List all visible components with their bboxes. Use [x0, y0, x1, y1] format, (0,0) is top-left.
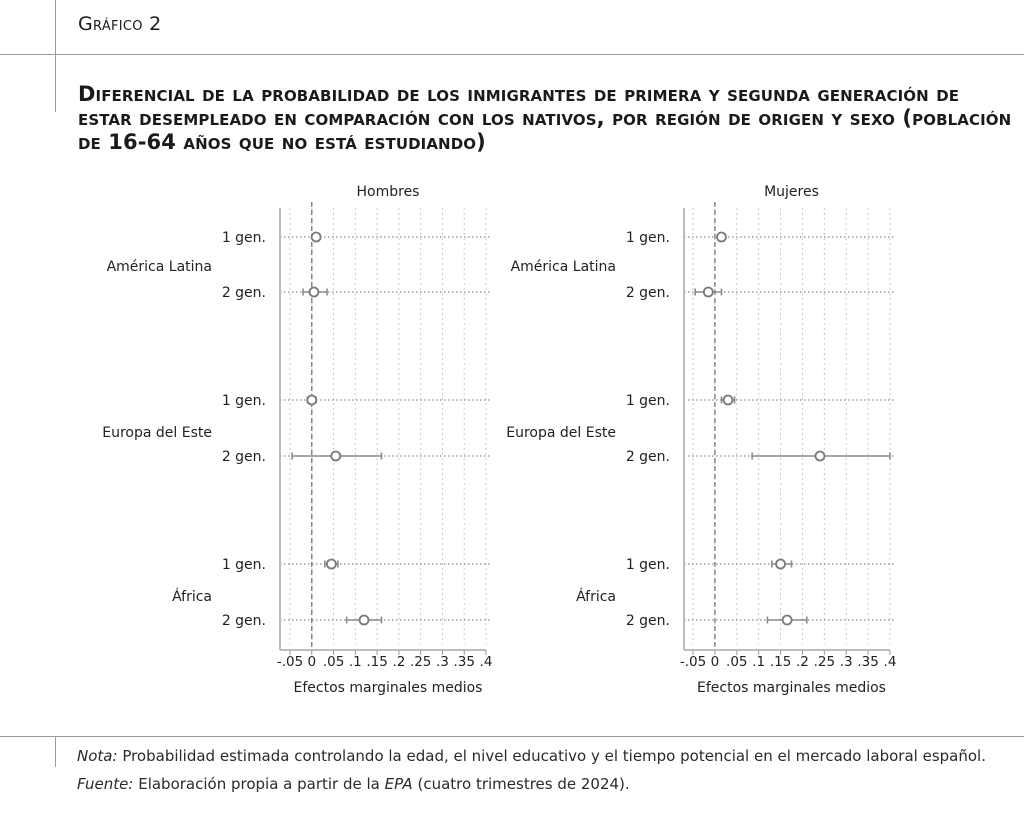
group-label: Europa del Este: [506, 425, 616, 441]
row-label: 1 gen.: [221, 557, 266, 573]
row-label: 2 gen.: [625, 285, 670, 301]
x-tick-label: -.05: [276, 654, 304, 670]
x-tick-label: .1: [348, 654, 362, 670]
panel-hombres: [102, 184, 492, 696]
x-tick-label: 0: [710, 654, 720, 670]
x-tick-label: .2: [392, 654, 406, 670]
graphic-label: Gráfico 2: [78, 13, 162, 35]
point-estimate: [783, 616, 792, 625]
point-estimate: [307, 396, 316, 405]
row-label: 1 gen.: [625, 230, 670, 246]
point-estimate: [331, 452, 340, 461]
source-label: Fuente:: [77, 775, 134, 793]
point-estimate: [312, 233, 321, 242]
x-tick-label: .35: [857, 654, 879, 670]
x-tick-label: .4: [479, 654, 493, 670]
x-tick-label: .35: [453, 654, 475, 670]
x-tick-label: .1: [752, 654, 766, 670]
x-axis-label: Efectos marginales medios: [293, 680, 483, 696]
group-label: Europa del Este: [102, 425, 212, 441]
footer-accent-bar: [55, 737, 56, 767]
source-suffix: (cuatro trimestres de 2024).: [417, 775, 630, 793]
point-estimate: [327, 560, 336, 569]
row-label: 2 gen.: [625, 613, 670, 629]
point-estimate: [724, 396, 733, 405]
x-tick-label: .4: [883, 654, 897, 670]
note-label: Nota:: [77, 747, 118, 765]
x-tick-label: .3: [839, 654, 853, 670]
row-label: 1 gen.: [625, 557, 670, 573]
row-label: 1 gen.: [221, 230, 266, 246]
source-prefix: Elaboración propia a partir de la: [138, 775, 380, 793]
row-label: 2 gen.: [221, 285, 266, 301]
point-estimate: [309, 288, 318, 297]
source-line: [77, 775, 630, 793]
point-estimate: [704, 288, 713, 297]
x-axis-label: Efectos marginales medios: [697, 680, 886, 696]
panel-title: Mujeres: [764, 184, 819, 200]
x-tick-label: .3: [435, 654, 449, 670]
row-label: 2 gen.: [221, 613, 266, 629]
point-estimate: [717, 233, 726, 242]
x-tick-label: -.05: [679, 654, 707, 670]
row-label: 2 gen.: [221, 449, 266, 465]
x-tick-label: .15: [366, 654, 388, 670]
row-label: 1 gen.: [221, 393, 266, 409]
x-tick-label: .25: [813, 654, 836, 670]
x-tick-label: .2: [795, 654, 809, 670]
chart-title: Diferencial de la probabilidad de los inmigrantes de primera y segunda generación de estar desempleado en comparación con los nativos, por región de origen y sexo (población de 16-64 años que no está estudiando): [78, 82, 1012, 154]
point-estimate: [815, 452, 824, 461]
coefficient-plot: [0, 170, 1024, 710]
x-tick-label: .05: [726, 654, 748, 670]
footer-divider: [0, 736, 1024, 737]
x-tick-label: .05: [322, 654, 345, 670]
group-label: América Latina: [106, 259, 212, 275]
row-label: 1 gen.: [625, 393, 670, 409]
group-label: América Latina: [510, 259, 616, 275]
panel-mujeres: [506, 184, 896, 696]
point-estimate: [776, 560, 785, 569]
header-accent-bar-top: [55, 0, 56, 54]
point-estimate: [360, 616, 369, 625]
x-tick-label: .15: [769, 654, 792, 670]
x-tick-label: .25: [409, 654, 432, 670]
group-label: África: [576, 589, 616, 605]
group-label: África: [172, 589, 212, 605]
note-text: Probabilidad estimada controlando la edad, el nivel educativo y el tiempo potencial en el mercado laboral español.: [122, 747, 986, 765]
header-divider: [0, 54, 1024, 55]
x-tick-label: 0: [307, 654, 317, 670]
note-line: [77, 747, 986, 765]
panel-title: Hombres: [356, 184, 420, 200]
row-label: 2 gen.: [625, 449, 670, 465]
header-accent-bar-title: [55, 55, 56, 112]
source-em: EPA: [384, 775, 413, 793]
